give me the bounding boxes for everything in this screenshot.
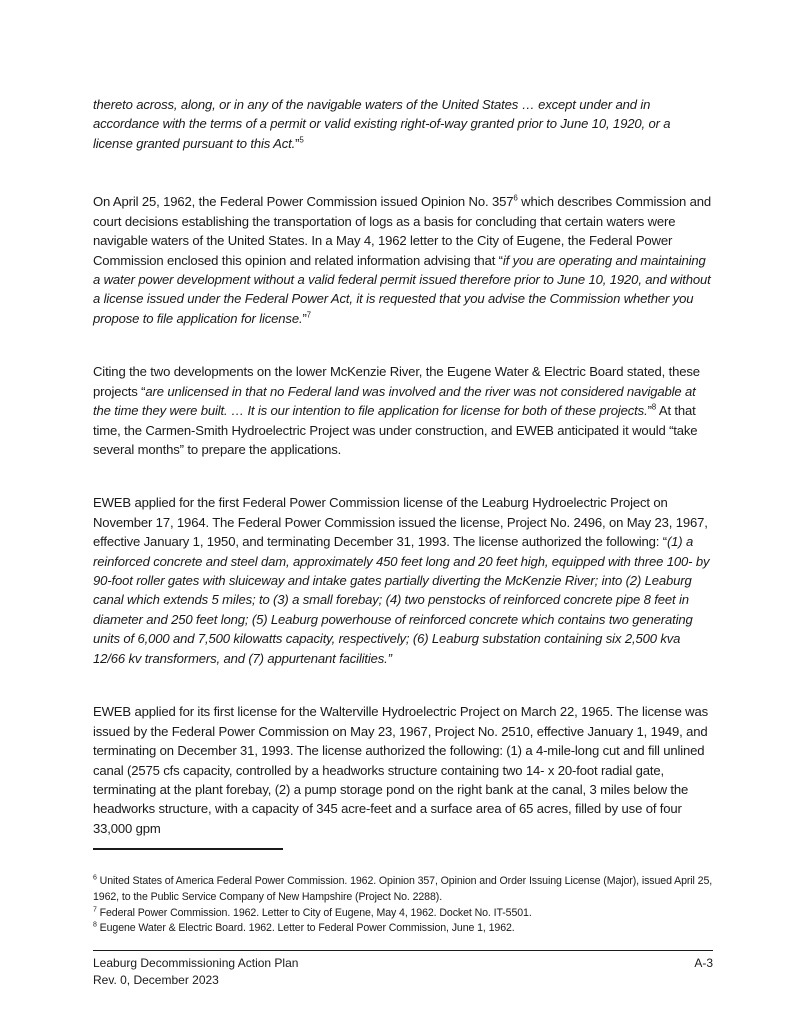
paragraph-opinion-357	[93, 192, 713, 328]
italic-quote: thereto across, along, or in any of the navigable waters of the United States … except under and in accordance with the terms of a permit or valid existing right-of-way granted prior to June 10, 1920, or a license granted pursuant to this Act.	[93, 97, 671, 151]
paragraph-leaburg-license	[93, 493, 713, 668]
footnote-number: 6	[93, 874, 97, 882]
footnote-number: 8	[93, 921, 97, 929]
footnotes	[93, 874, 713, 937]
footnote-text: Federal Power Commission. 1962. Letter to City of Eugene, May 4, 1962. Docket No. IT-5501.	[96, 906, 532, 919]
paragraph-walterville-license: EWEB applied for its first license for the Walterville Hydroelectric Project on March 22, 1965. The license was issued by the Federal Power Commission on May 23, 1967, Project No. 2510, effective January 1, 1949, and terminating on December 31, 1993. The license authorized the following: (1) a 4-mile-long cut and fill unlined canal (2575 cfs capacity, controlled by a headworks structure containing two 14- x 20-foot radial gate, terminating at the plant forebay, (2) a pump storage pond on the right bank at the canal, 3 miles below the headworks structure, with a capacity of 345 acre-feet and a surface area of 65 acres, filled by use of four 33,000 gpm	[93, 704, 709, 836]
paragraph-text: Citing the two developments on the lower McKenzie River, the Eugene Water & Electric Board stated, these projects “	[93, 364, 700, 399]
paragraph-text: which describes Commission and court decisions establishing the transportation of logs as a basis for concluding that certain waters were navigable waters of the United States. In a May 4, 1962 letter to the City of Eugene, the Federal Power Commission enclosed this opinion and related information advising that “	[93, 194, 711, 268]
paragraph-text: On April 25, 1962, the Federal Power Commission issued Opinion No. 357	[93, 194, 514, 210]
footnote-8	[93, 921, 713, 937]
close-quote: ”	[295, 135, 300, 151]
footnote-7	[93, 906, 713, 922]
paragraph-text: At that time, the Carmen-Smith Hydroelectric Project was under construction, and EWEB anticipated it would “take several months” to prepare the applications.	[93, 403, 698, 458]
footnote-text: United States of America Federal Power Commission. 1962. Opinion 357, Opinion and Order Issuing License (Major), issued April 25, 1962, to the Public Service Company of New Hampshire (Project No. 2288).	[93, 875, 713, 903]
paragraph-quote-continuation	[93, 95, 713, 153]
paragraph-text: EWEB applied for the first Federal Power Commission license of the Leaburg Hydroelectric Project on November 17, 1964. The Federal Power Commission issued the license, Project No. 2496, on May 23, 1967, effective January 1, 1950, and terminating December 31, 1993. The license authorized the following: “	[93, 495, 708, 550]
footnote-ref-7[interactable]: 7	[306, 310, 311, 320]
close-quote: ”	[302, 310, 307, 326]
footer-document-title: Leaburg Decommissioning Action Plan	[93, 956, 299, 970]
page-footer	[93, 955, 713, 989]
footnote-separator	[93, 848, 283, 850]
footnote-ref-8[interactable]: 8	[651, 402, 657, 412]
footnote-text: Eugene Water & Electric Board. 1962. Letter to Federal Power Commission, June 1, 1962.	[96, 922, 515, 935]
footnote-6	[93, 874, 713, 906]
footer-revision: Rev. 0, December 2023	[93, 973, 219, 987]
italic-quote: are unlicensed in that no Federal land was involved and the river was not considered navigable at the time they were built. … It is our intention to file application for license for both of these projects.	[93, 383, 696, 419]
footnote-ref-6[interactable]: 6	[513, 194, 518, 204]
footer-separator	[93, 950, 713, 951]
footer-page-number: A-3	[694, 956, 713, 970]
footnote-ref-5[interactable]: 5	[299, 135, 304, 145]
close-quote: ”	[647, 403, 652, 419]
footnote-number: 7	[93, 906, 97, 914]
italic-quote: (1) a reinforced concrete and steel dam, approximately 450 feet long and 20 feet high, equipped with three 100- by 90-foot roller gates with sluiceway and intake gates partially diverting the McKenzie River; into (2) Leaburg canal which extends 5 miles; to (3) a small forebay; (4) two penstocks of reinforced concrete pipe 8 feet in diameter and 250 feet long; (5) Leaburg powerhouse of reinforced concrete which contains two generating units of 6,000 and 7,500 kilowatts capacity, respectively; (6) Leaburg substation containing six 2,500 kva 12/66 kv transformers, and (7) appurtenant facilities.”	[93, 534, 710, 666]
paragraph-eweb-statement	[93, 362, 713, 459]
italic-quote: if you are operating and maintaining a water power development without a valid federal permit issued therefore prior to June 10, 1920, and without a license issued under the Federal Power Act, it is requested that you advise the Commission whether you propose to file application for license.	[93, 252, 711, 326]
